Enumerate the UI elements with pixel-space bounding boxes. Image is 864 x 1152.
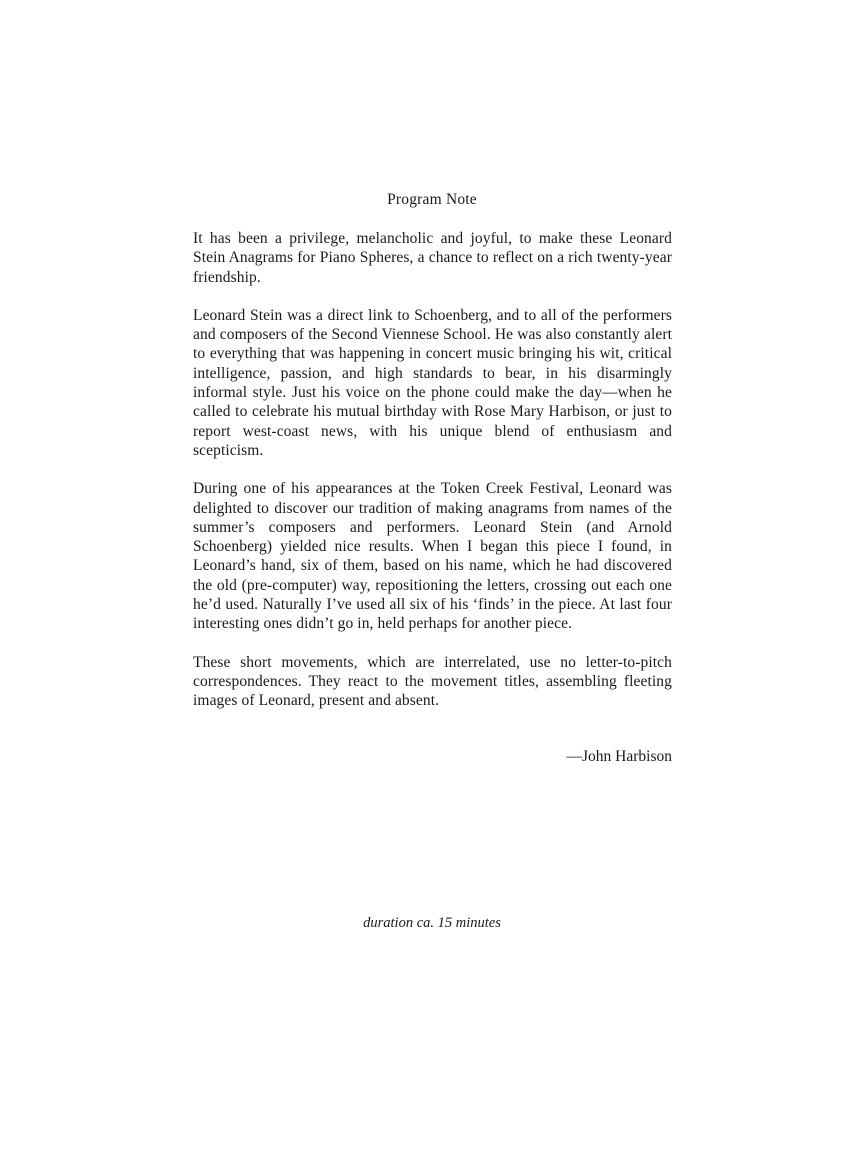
duration-note: duration ca. 15 minutes	[363, 915, 501, 931]
paragraph-leonard-stein: Leonard Stein was a direct link to Schoenberg, and to all of the performers and composers of the Second Viennese School. He was also constantly alert to everything that was happening in concert music bringing his wit, critical intelligence, passion, and high standards to bear, in his disarmingly informal style. Just his voice on the phone could make the day—when he called to celebrate his mutual birthday with Rose Mary Harbison, or just to report west-coast news, with his unique blend of enthusiasm and scepticism.	[193, 306, 672, 459]
paragraph-token-creek: During one of his appearances at the Token Creek Festival, Leonard was delighted to discover our tradition of making anagrams from names of the summer’s composers and performers. Leonard Stein (and Arnold Schoenberg) yielded nice results. When I began this piece I found, in Leonard’s hand, six of them, based on his name, which he had discovered the old (pre-computer) way, repositioning the letters, crossing out each one he’d used. Naturally I’ve used all six of his ‘finds’ in the piece. At last four interesting ones didn’t go in, held perhaps for another piece.	[193, 480, 672, 633]
paragraph-movements: These short movements, which are interrelated, use no letter-to-pitch correspondences. They react to the movement titles, assembling fleeting images of Leonard, present and absent.	[193, 653, 672, 710]
paragraph-intro: It has been a privilege, melancholic and joyful, to make these Leonard Stein Anagrams for Piano Spheres, a chance to reflect on a rich twenty-year friendship.	[193, 230, 672, 286]
page-title: Program Note	[387, 191, 477, 208]
author-signature: —John Harbison	[566, 748, 672, 765]
program-note-body	[193, 229, 672, 730]
